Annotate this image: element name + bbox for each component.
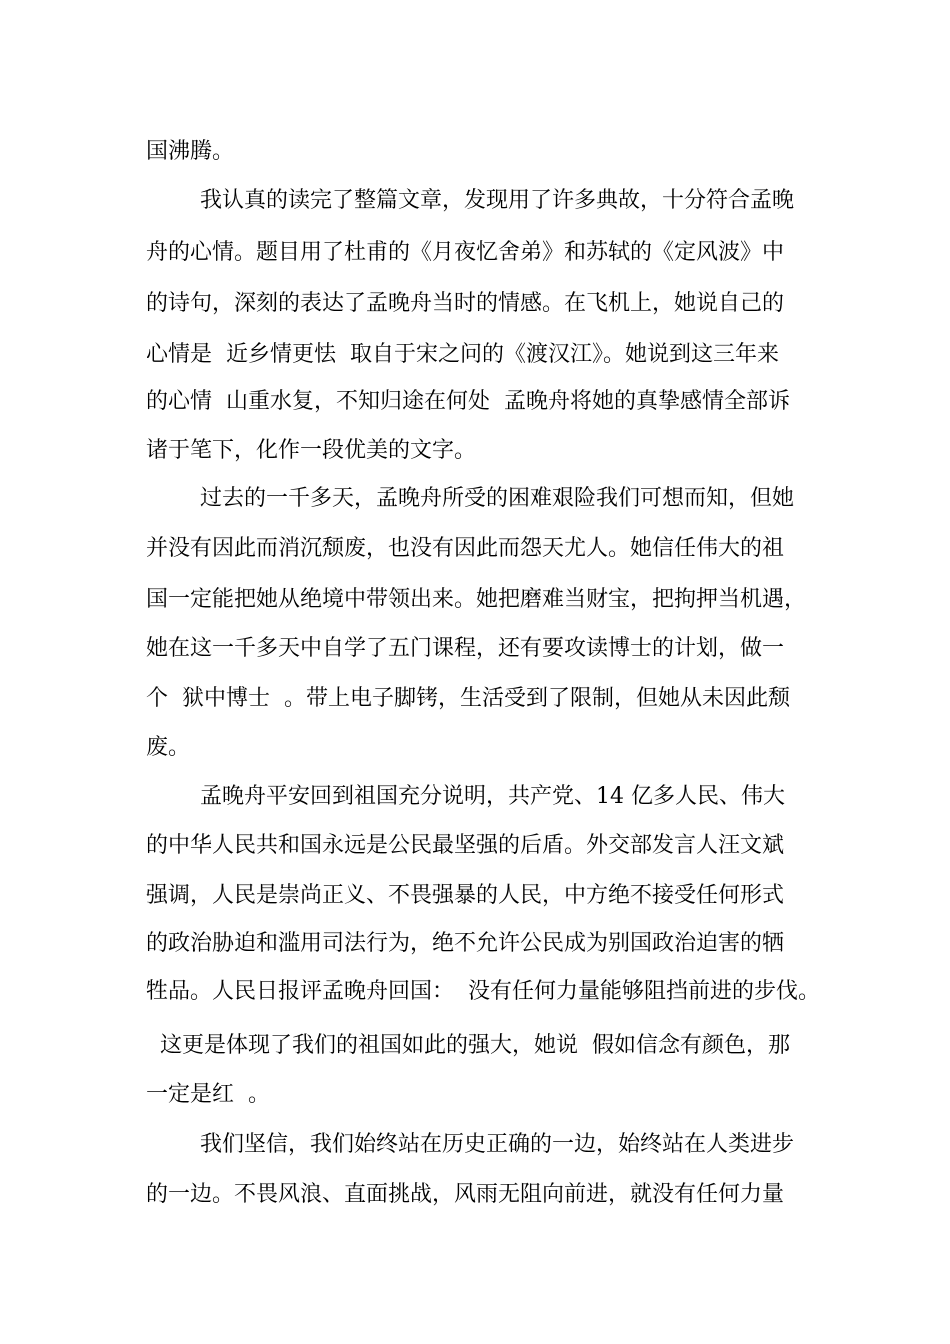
text-line: 的一边。不畏风浪、直面挑战，风雨无阻向前进，就没有任何力量 [146,1182,785,1207]
paragraph-first-line: 过去的一千多天，孟晚舟所受的困难艰险我们可想而知，但她 [200,486,795,511]
text-line: 的心情 山重水复，不知归途在何处 孟晚舟将她的真挚感情全部诉 [146,389,790,414]
paragraph-first-line: 我认真的读完了整篇文章，发现用了许多典故，十分符合孟晚 [200,188,795,213]
text-line: 诸于笔下，化作一段优美的文字。 [146,438,477,463]
text-line: 强调，人民是崇尚正义、不畏强暴的人民，中方绝不接受任何形式 [146,883,785,908]
paragraph-first-line: 孟晚舟平安回到祖国充分说明，共产党、14 亿多人民、伟大 [200,784,785,809]
text-line: 牲品。人民日报评孟晚舟回国： 没有任何力量能够阻挡前进的步伐。 [146,979,820,1004]
text-line: 废。 [146,735,191,760]
text-line: 国一定能把她从绝境中带领出来。她把磨难当财宝，把拘押当机遇， [146,587,807,612]
text-line: 个 狱中博士 。带上电子脚铐，生活受到了限制，但她从未因此颓 [146,686,790,711]
text-line: 并没有因此而消沉颓废，也没有因此而怨天尤人。她信任伟大的祖 [146,536,785,561]
text-line: 她在这一千多天中自学了五门课程，还有要攻读博士的计划，做一 [146,636,785,661]
text-line: 这更是体现了我们的祖国如此的强大，她说 假如信念有颜色，那 [146,1033,790,1058]
text-line: 国沸腾。 [146,139,235,164]
text-line: 的政治胁迫和滥用司法行为，绝不允许公民成为别国政治迫害的牺 [146,931,785,956]
text-line: 的中华人民共和国永远是公民最坚强的后盾。外交部发言人汪文斌 [146,833,785,858]
text-line: 心情是 近乡情更怯 取自于宋之问的《渡汉江》。她说到这三年来 [146,342,779,367]
text-line: 舟的心情。题目用了杜甫的《月夜忆舍弟》和苏轼的《定风波》中 [146,240,785,265]
paragraph-first-line: 我们坚信，我们始终站在历史正确的一边，始终站在人类进步 [200,1132,795,1157]
text-line: 的诗句，深刻的表达了孟晚舟当时的情感。在飞机上，她说自己的 [146,291,785,316]
text-line: 一定是红 。 [146,1082,270,1107]
